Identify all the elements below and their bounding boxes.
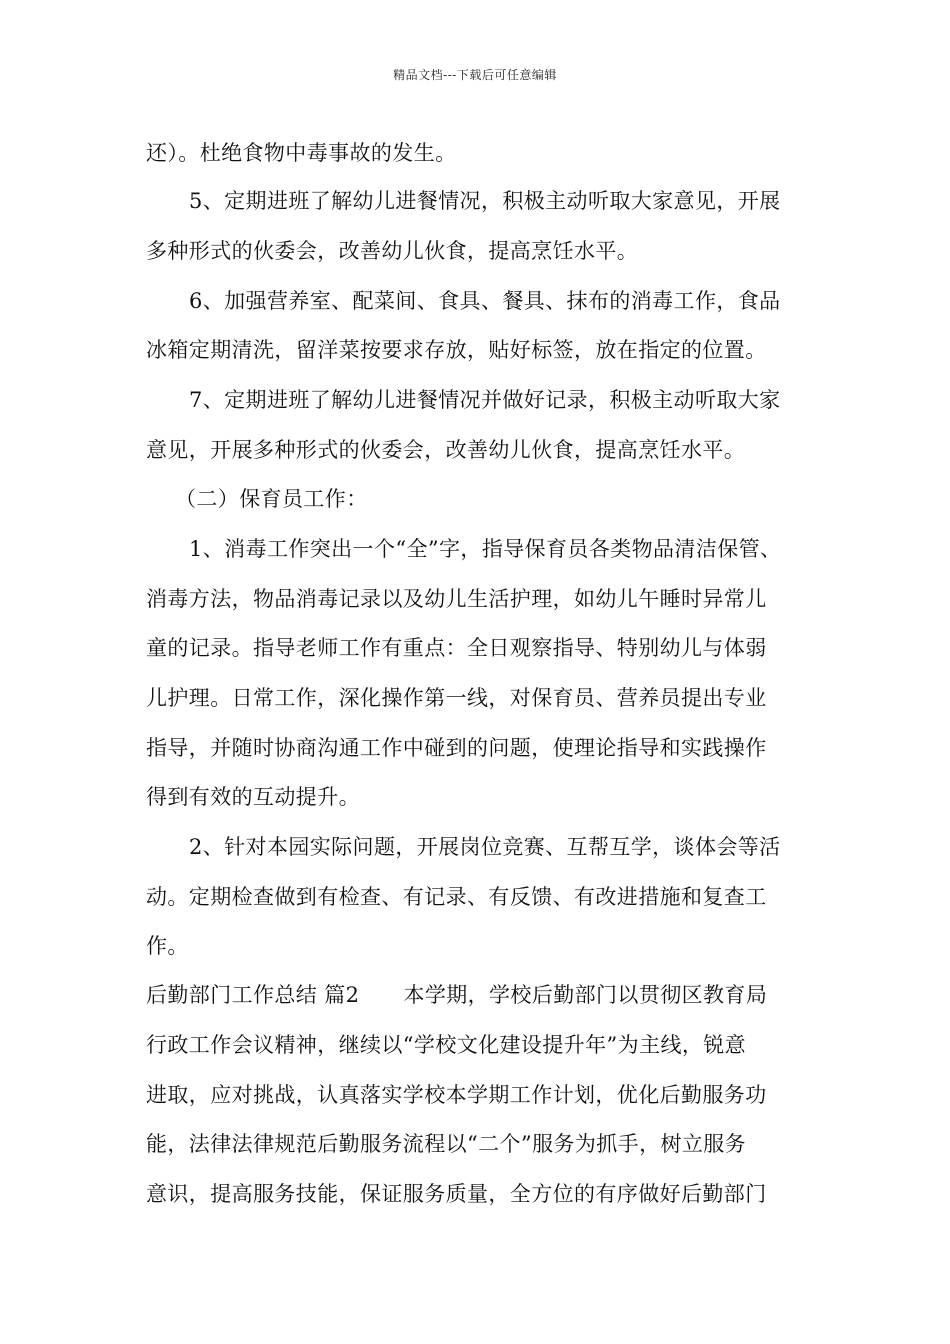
text-line: 动。定期检查做到有检查、有记录、有反馈、有改进措施和复查工 [146,885,767,909]
text-line: 行政工作会议精神，继续以“学校文化建设提升年”为主线，锐意 [146,1033,747,1057]
text-line: 6、加强营养室、配菜间、食具、餐具、抹布的消毒工作，食品 [189,289,781,313]
section2-intro-text: 本学期，学校后勤部门以贯彻区教育局 [403,983,768,1007]
text-line: 2、针对本园实际问题，开展岗位竞赛、互帮互学，谈体会等活 [189,835,781,859]
text-line: 1、消毒工作突出一个“全”字，指导保育员各类物品清洁保管、 [189,537,782,561]
text-line: 5、定期进班了解幼儿进餐情况，积极主动听取大家意见，开展 [189,189,781,213]
text-line: 消毒方法，物品消毒记录以及幼儿生活护理，如幼儿午睡时异常儿 [146,587,767,611]
text-line: 儿护理。日常工作，深化操作第一线，对保育员、营养员提出专业 [146,686,767,710]
text-line: 冰箱定期清洗，留洋菜按要求存放，贴好标签，放在指定的位置。 [146,338,767,362]
section2-first-line [146,981,767,1009]
text-line: 7、定期进班了解幼儿进餐情况并做好记录，积极主动听取大家 [189,388,781,412]
text-line: 能，法律法律规范后勤服务流程以“二个”服务为抓手，树立服务 [146,1132,747,1156]
section2-title: 后勤部门工作总结 篇2 [146,983,360,1007]
section-subheading: （二）保育员工作： [175,487,368,511]
text-line: 童的记录。指导老师工作有重点：全日观察指导、特别幼儿与体弱 [146,636,767,660]
page-header: 精品文档---下载后可任意编辑 [393,68,557,82]
text-line: 进取，应对挑战，认真落实学校本学期工作计划，优化后勤服务功 [146,1083,767,1107]
text-line: 意识，提高服务技能，保证服务质量，全方位的有序做好后勤部门 [146,1182,767,1206]
text-line: 指导，并随时协商沟通工作中碰到的问题，使理论指导和实践操作 [146,736,767,760]
text-line: 作。 [146,934,189,958]
text-line: 还）。杜绝食物中毒事故的发生。 [146,141,457,165]
text-line: 得到有效的互动提升。 [146,785,360,809]
text-line: 多种形式的伙委会，改善幼儿伙食，提高烹饪水平。 [146,239,639,263]
text-line: 意见，开展多种形式的伙委会，改善幼儿伙食，提高烹饪水平。 [146,438,746,462]
